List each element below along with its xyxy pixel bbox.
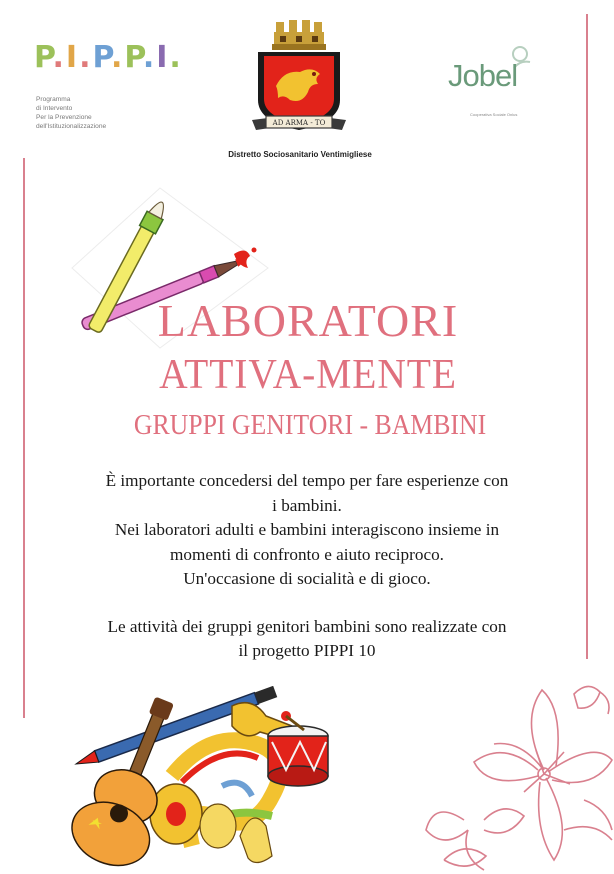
city-crest: [244, 14, 354, 139]
crown-icon: [272, 20, 326, 50]
body-line: È importante concedersi del tempo per fare esperienze con: [105, 471, 509, 490]
jobel-word: Jobel: [448, 58, 518, 93]
pippi-letter: I: [65, 40, 80, 75]
pippi-caption: [36, 95, 106, 131]
body-line: Nei laboratori adulti e bambini interagiscono insieme in: [114, 520, 500, 539]
body-line: Un'occasione di socialità e di gioco.: [183, 569, 431, 588]
pippi-dot: .: [79, 40, 93, 75]
flower-icon: [424, 680, 614, 874]
body-line: i bambini.: [272, 495, 342, 515]
page-title-line-1: LABORATORI: [157, 295, 459, 346]
page-subtitle: GRUPPI GENITORI - BAMBINI: [133, 410, 487, 441]
paragraph-gap: [70, 592, 544, 615]
jobel-subtitle: Cooperativa Sociale Onlus: [470, 112, 518, 117]
pippi-letter: P: [92, 40, 111, 75]
music-instruments-icon: [52, 686, 334, 868]
pippi-letter: P: [34, 40, 53, 75]
closing-line: il progetto PIPPI 10: [238, 641, 376, 660]
pippi-dot: .: [142, 40, 157, 75]
pippi-caption-line: Programma: [36, 96, 71, 103]
pippi-caption-line: di Intervento: [36, 105, 73, 112]
ribbon: [252, 116, 346, 130]
closing-line: Le attività dei gruppi genitori bambini sono realizzate con: [107, 616, 507, 636]
pippi-caption-line: Per la Prevenzione: [36, 114, 92, 121]
pippi-dot: .: [169, 40, 183, 75]
pippi-dot: .: [52, 40, 66, 75]
jobel-logo: [438, 42, 548, 122]
pippi-caption-line: dell'Istituzionalizzazione: [36, 123, 107, 130]
crest-motto: AD ARMA - TO: [272, 119, 326, 127]
pippi-logo: [34, 40, 183, 140]
pippi-letter: I: [156, 40, 170, 75]
right-border-line: [586, 14, 588, 659]
pippi-letter: P: [124, 40, 143, 75]
pippi-logo-word: [34, 40, 183, 75]
district-label: Distretto Sociosanitario Ventimigliese: [228, 150, 372, 159]
left-border-line: [23, 158, 25, 718]
pippi-dot: .: [110, 40, 125, 75]
body-line: momenti di confronto e aiuto reciproco.: [170, 544, 444, 564]
page-title-line-2: ATTIVA-MENTE: [159, 352, 457, 398]
body-text: [70, 469, 544, 664]
